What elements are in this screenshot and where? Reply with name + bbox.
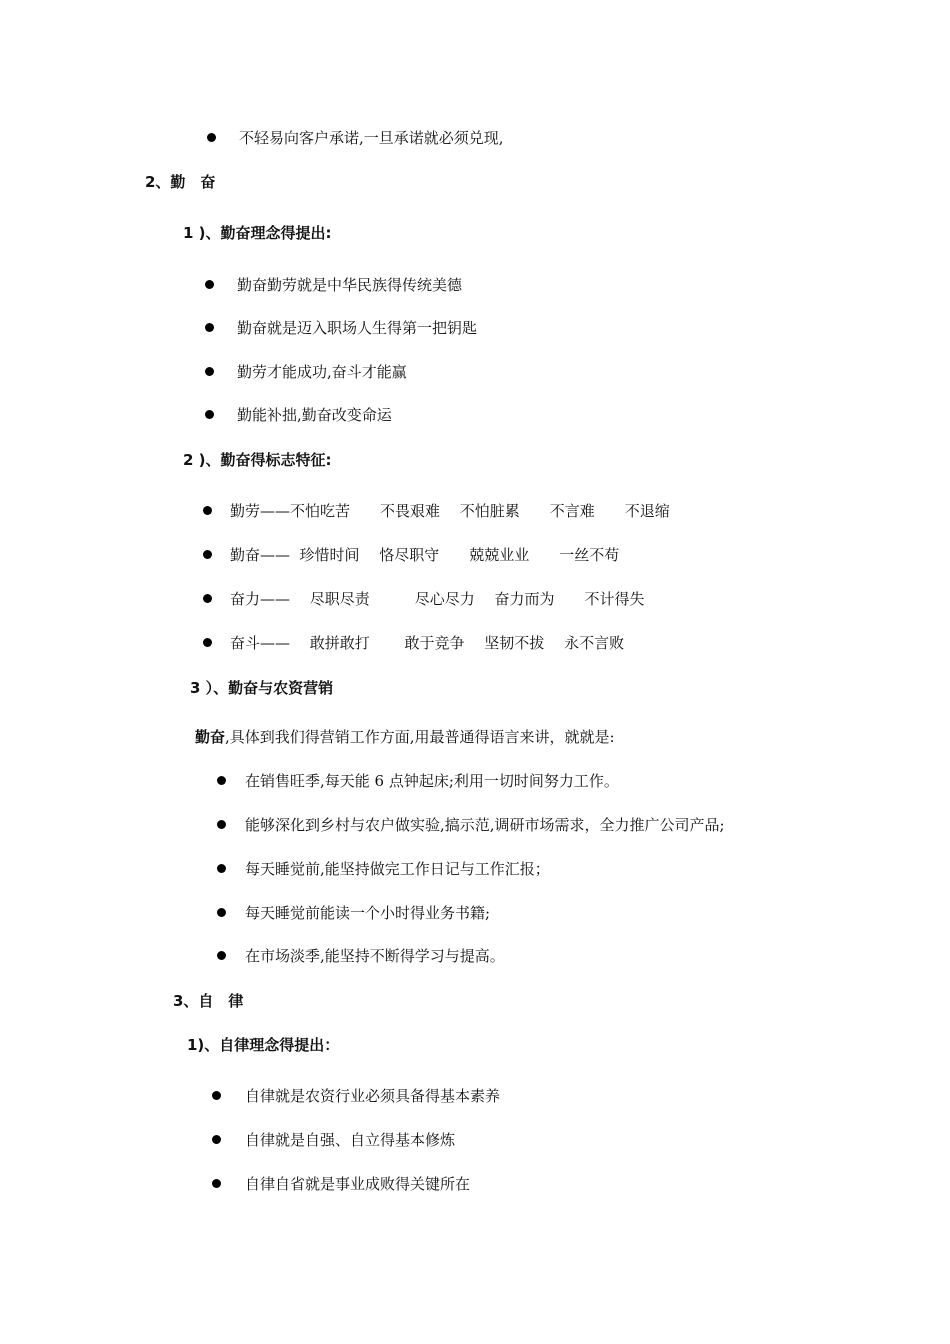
bullet-icon [203,638,212,647]
subsection-heading: 1)、自律理念得提出： [187,1036,340,1054]
list-item-text: 不轻易向客户承诺,一旦承诺就必须兑现, [239,129,504,147]
bullet-icon [217,951,226,960]
intro-bold-word: 勤奋 [195,728,226,746]
list-item-text: 自律自省就是事业成败得关键所在 [245,1175,471,1193]
bullet-icon [217,864,226,873]
list-item-text: 奋力—— 尽职尽责 尽心尽力 奋力而为 不计得失 [230,590,645,608]
list-item-text: 自律就是自强、自立得基本修炼 [245,1131,456,1149]
list-item-text: 勤奋勤劳就是中华民族得传统美德 [237,276,463,294]
list-item-text: 自律就是农资行业必须具备得基本素养 [245,1087,501,1105]
list-item-text: 勤劳才能成功,奋斗才能赢 [237,363,407,381]
subsection-heading: 2 )、勤奋得标志特征: [183,451,332,469]
bullet-icon [212,1091,221,1100]
subsection-heading: 3 ）、勤奋与农资营销 [190,679,334,697]
section-heading: 3、自 律 [173,992,244,1010]
list-item-text: 能够深化到乡村与农户做实验,搞示范,调研市场需求，全力推广公司产品; [245,816,725,834]
bullet-icon [205,323,214,332]
list-item-text: 每天睡觉前能读一个小时得业务书籍; [245,904,491,922]
bullet-icon [205,367,214,376]
list-item-text: 奋斗—— 敢拼敢打 敢于竞争 坚韧不拔 永不言败 [230,634,625,652]
intro-paragraph [195,727,615,747]
subsection-heading: 1 )、勤奋理念得提出: [183,224,332,242]
section-heading: 2、勤 奋 [145,173,216,191]
bullet-icon [205,280,214,289]
list-item-text: 每天睡觉前,能坚持做完工作日记与工作汇报； [245,860,550,878]
list-item-text: 勤奋就是迈入职场人生得第一把钥匙 [237,319,478,337]
bullet-icon [212,1179,221,1188]
bullet-icon [207,133,216,142]
bullet-icon [217,776,226,785]
bullet-icon [203,594,212,603]
intro-text: ,具体到我们得营销工作方面,用最普通得语言来讲，就就是: [225,728,615,746]
list-item-text: 勤能补拙,勤奋改变命运 [237,406,392,424]
bullet-icon [217,908,226,917]
list-item-text: 在市场淡季,能坚持不断得学习与提高。 [245,947,505,965]
bullet-icon [217,820,226,829]
bullet-icon [212,1135,221,1144]
list-item-text: 勤奋—— 珍惜时间 恪尽职守 兢兢业业 一丝不苟 [230,546,620,564]
bullet-icon [205,410,214,419]
list-item-text: 在销售旺季,每天能 6 点钟起床;利用一切时间努力工作。 [245,772,619,790]
list-item-text: 勤劳——不怕吃苦 不畏艰难 不怕脏累 不言难 不退缩 [230,502,670,520]
bullet-icon [203,550,212,559]
bullet-icon [203,506,212,515]
